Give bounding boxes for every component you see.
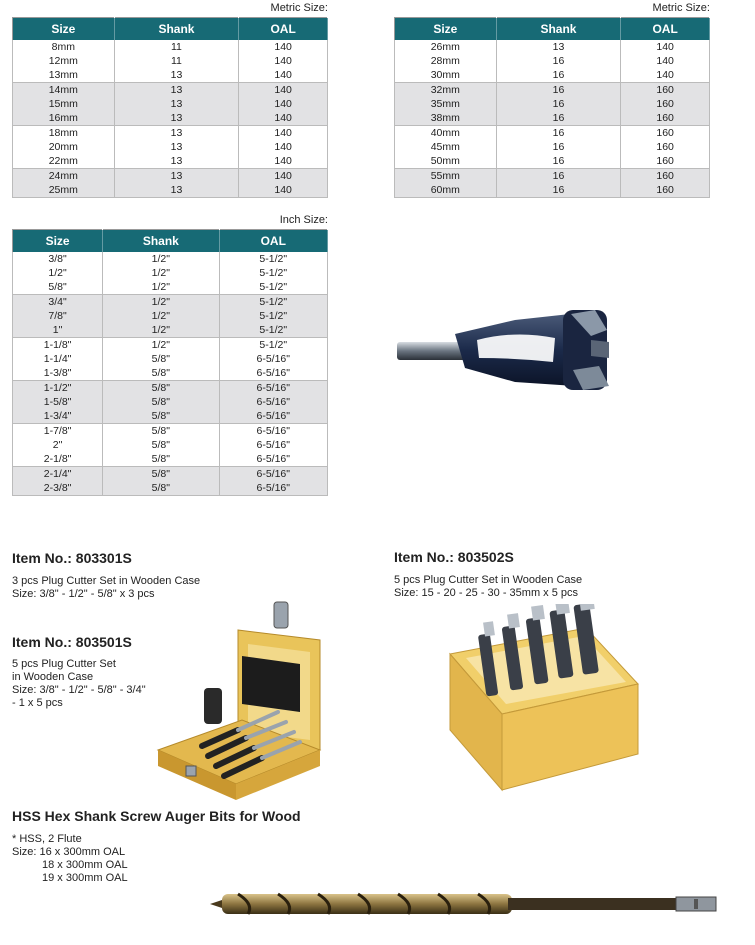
oal-cell: 160 bbox=[621, 111, 710, 126]
size-cell: 40mm bbox=[395, 126, 497, 141]
shank-cell: 16 bbox=[496, 169, 621, 184]
metric-table-right bbox=[394, 17, 710, 198]
oal-cell: 6-5/16" bbox=[219, 352, 327, 366]
shank-cell: 1/2" bbox=[103, 252, 219, 266]
item-803501-line1: 5 pcs Plug Cutter Set bbox=[12, 658, 116, 670]
size-cell: 1-3/8" bbox=[13, 366, 103, 381]
auger-line1: * HSS, 2 Flute bbox=[12, 833, 82, 845]
inch-row bbox=[13, 252, 328, 266]
inch-table bbox=[12, 229, 328, 496]
oal-cell: 5-1/2" bbox=[219, 252, 327, 266]
size-cell: 1-5/8" bbox=[13, 395, 103, 409]
oal-cell: 140 bbox=[621, 54, 710, 68]
inch-header bbox=[13, 230, 328, 253]
oal-cell: 5-1/2" bbox=[219, 295, 327, 310]
col-shank: Shank bbox=[496, 18, 621, 41]
metric-left-row bbox=[13, 54, 328, 68]
shank-cell: 13 bbox=[114, 154, 239, 169]
col-shank: Shank bbox=[114, 18, 239, 41]
oal-cell: 140 bbox=[239, 140, 328, 154]
size-cell: 5/8" bbox=[13, 280, 103, 295]
inch-row bbox=[13, 409, 328, 424]
inch-row bbox=[13, 352, 328, 366]
oal-cell: 5-1/2" bbox=[219, 323, 327, 338]
col-oal: OAL bbox=[239, 18, 328, 41]
size-cell: 32mm bbox=[395, 83, 497, 98]
oal-cell: 140 bbox=[239, 126, 328, 141]
wooden-case-803501-image bbox=[150, 600, 330, 810]
size-cell: 2-1/8" bbox=[13, 452, 103, 467]
inch-row bbox=[13, 295, 328, 310]
item-803301-line2: Size: 3/8" - 1/2" - 5/8" x 3 pcs bbox=[12, 588, 155, 600]
shank-cell: 5/8" bbox=[103, 481, 219, 496]
metric-right-row bbox=[395, 169, 710, 184]
metric-right-row bbox=[395, 97, 710, 111]
oal-cell: 140 bbox=[621, 68, 710, 83]
size-cell: 1" bbox=[13, 323, 103, 338]
oal-cell: 6-5/16" bbox=[219, 438, 327, 452]
oal-cell: 6-5/16" bbox=[219, 395, 327, 409]
size-cell: 2-3/8" bbox=[13, 481, 103, 496]
shank-cell: 16 bbox=[496, 154, 621, 169]
size-cell: 7/8" bbox=[13, 309, 103, 323]
inch-row bbox=[13, 309, 328, 323]
inch-caption: Inch Size: bbox=[279, 214, 328, 226]
inch-row bbox=[13, 338, 328, 353]
metric-right-row bbox=[395, 54, 710, 68]
oal-cell: 140 bbox=[239, 97, 328, 111]
item-803501-line2: in Wooden Case bbox=[12, 671, 94, 683]
inch-row bbox=[13, 266, 328, 280]
size-cell: 12mm bbox=[13, 54, 115, 68]
item-803502-block bbox=[394, 549, 694, 600]
metric-table-left bbox=[12, 17, 328, 198]
wooden-case-803502-image bbox=[446, 604, 646, 794]
metric-right-row bbox=[395, 126, 710, 141]
col-oal: OAL bbox=[219, 230, 327, 253]
item-803501-line3: Size: 3/8" - 1/2" - 5/8" - 3/4" bbox=[12, 684, 146, 696]
shank-cell: 1/2" bbox=[103, 338, 219, 353]
size-cell: 16mm bbox=[13, 111, 115, 126]
shank-cell: 16 bbox=[496, 126, 621, 141]
inch-table-block bbox=[12, 214, 328, 496]
size-cell: 18mm bbox=[13, 126, 115, 141]
size-cell: 1-1/8" bbox=[13, 338, 103, 353]
oal-cell: 6-5/16" bbox=[219, 481, 327, 496]
size-cell: 1-1/2" bbox=[13, 381, 103, 396]
oal-cell: 160 bbox=[621, 169, 710, 184]
size-cell: 20mm bbox=[13, 140, 115, 154]
col-shank: Shank bbox=[103, 230, 219, 253]
auger-title: HSS Hex Shank Screw Auger Bits for Wood bbox=[12, 808, 301, 824]
inch-row bbox=[13, 452, 328, 467]
item-803301-line1: 3 pcs Plug Cutter Set in Wooden Case bbox=[12, 575, 201, 587]
oal-cell: 160 bbox=[621, 97, 710, 111]
size-cell: 3/4" bbox=[13, 295, 103, 310]
item-803501-line4: - 1 x 5 pcs bbox=[12, 697, 63, 709]
shank-cell: 16 bbox=[496, 111, 621, 126]
shank-cell: 16 bbox=[496, 83, 621, 98]
shank-cell: 1/2" bbox=[103, 280, 219, 295]
shank-cell: 13 bbox=[114, 169, 239, 184]
oal-cell: 6-5/16" bbox=[219, 366, 327, 381]
col-size: Size bbox=[395, 18, 497, 41]
metric-left-header bbox=[13, 18, 328, 41]
shank-cell: 13 bbox=[114, 68, 239, 83]
size-cell: 55mm bbox=[395, 169, 497, 184]
oal-cell: 160 bbox=[621, 83, 710, 98]
oal-cell: 140 bbox=[239, 40, 328, 54]
item-803502-line2: Size: 15 - 20 - 25 - 30 - 35mm x 5 pcs bbox=[394, 587, 579, 599]
oal-cell: 140 bbox=[239, 183, 328, 198]
shank-cell: 5/8" bbox=[103, 467, 219, 482]
oal-cell: 140 bbox=[239, 83, 328, 98]
shank-cell: 5/8" bbox=[103, 409, 219, 424]
oal-cell: 160 bbox=[621, 154, 710, 169]
shank-cell: 11 bbox=[114, 54, 239, 68]
oal-cell: 6-5/16" bbox=[219, 381, 327, 396]
inch-row bbox=[13, 438, 328, 452]
size-cell: 22mm bbox=[13, 154, 115, 169]
size-cell: 38mm bbox=[395, 111, 497, 126]
item-803301-block bbox=[12, 550, 272, 601]
metric-right-row bbox=[395, 83, 710, 98]
size-cell: 8mm bbox=[13, 40, 115, 54]
size-cell: 1-7/8" bbox=[13, 424, 103, 439]
oal-cell: 140 bbox=[239, 169, 328, 184]
oal-cell: 160 bbox=[621, 183, 710, 198]
shank-cell: 5/8" bbox=[103, 366, 219, 381]
shank-cell: 16 bbox=[496, 68, 621, 83]
metric-caption-left: Metric Size: bbox=[270, 2, 328, 14]
shank-cell: 13 bbox=[114, 183, 239, 198]
oal-cell: 6-5/16" bbox=[219, 467, 327, 482]
metric-left-row bbox=[13, 97, 328, 111]
inch-row bbox=[13, 323, 328, 338]
item-803501-title: Item No.: 803501S bbox=[12, 634, 132, 650]
auger-bit-image bbox=[208, 880, 728, 930]
metric-left-row bbox=[13, 169, 328, 184]
oal-cell: 5-1/2" bbox=[219, 309, 327, 323]
size-cell: 50mm bbox=[395, 154, 497, 169]
shank-cell: 16 bbox=[496, 183, 621, 198]
metric-right-header bbox=[395, 18, 710, 41]
item-803502-title: Item No.: 803502S bbox=[394, 549, 514, 565]
size-cell: 24mm bbox=[13, 169, 115, 184]
size-cell: 30mm bbox=[395, 68, 497, 83]
oal-cell: 140 bbox=[239, 68, 328, 83]
inch-row bbox=[13, 395, 328, 409]
oal-cell: 160 bbox=[621, 126, 710, 141]
oal-cell: 5-1/2" bbox=[219, 338, 327, 353]
col-oal: OAL bbox=[621, 18, 710, 41]
shank-cell: 13 bbox=[114, 97, 239, 111]
size-cell: 25mm bbox=[13, 183, 115, 198]
metric-left-row bbox=[13, 83, 328, 98]
shank-cell: 16 bbox=[496, 140, 621, 154]
shank-cell: 1/2" bbox=[103, 295, 219, 310]
metric-left-row bbox=[13, 154, 328, 169]
oal-cell: 5-1/2" bbox=[219, 280, 327, 295]
shank-cell: 1/2" bbox=[103, 323, 219, 338]
metric-caption-right: Metric Size: bbox=[652, 2, 710, 14]
size-cell: 35mm bbox=[395, 97, 497, 111]
size-cell: 15mm bbox=[13, 97, 115, 111]
oal-cell: 6-5/16" bbox=[219, 452, 327, 467]
item-803301-title: Item No.: 803301S bbox=[12, 550, 132, 566]
size-cell: 45mm bbox=[395, 140, 497, 154]
metric-right-row bbox=[395, 40, 710, 54]
oal-cell: 140 bbox=[239, 154, 328, 169]
shank-cell: 1/2" bbox=[103, 266, 219, 280]
shank-cell: 5/8" bbox=[103, 381, 219, 396]
oal-cell: 140 bbox=[239, 111, 328, 126]
shank-cell: 5/8" bbox=[103, 424, 219, 439]
size-cell: 14mm bbox=[13, 83, 115, 98]
shank-cell: 5/8" bbox=[103, 352, 219, 366]
inch-row bbox=[13, 481, 328, 496]
shank-cell: 5/8" bbox=[103, 395, 219, 409]
size-cell: 28mm bbox=[395, 54, 497, 68]
oal-cell: 140 bbox=[239, 54, 328, 68]
size-cell: 26mm bbox=[395, 40, 497, 54]
auger-line3: 18 x 300mm OAL bbox=[42, 859, 128, 871]
size-cell: 1/2" bbox=[13, 266, 103, 280]
size-cell: 1-1/4" bbox=[13, 352, 103, 366]
size-cell: 60mm bbox=[395, 183, 497, 198]
shank-cell: 13 bbox=[114, 140, 239, 154]
oal-cell: 6-5/16" bbox=[219, 424, 327, 439]
metric-table-right-block bbox=[394, 2, 710, 198]
metric-right-row bbox=[395, 154, 710, 169]
auger-line4: 19 x 300mm OAL bbox=[42, 872, 128, 884]
inch-row bbox=[13, 381, 328, 396]
oal-cell: 160 bbox=[621, 140, 710, 154]
metric-left-row bbox=[13, 126, 328, 141]
size-cell: 3/8" bbox=[13, 252, 103, 266]
metric-left-row bbox=[13, 111, 328, 126]
metric-left-row bbox=[13, 40, 328, 54]
auger-line2: Size: 16 x 300mm OAL bbox=[12, 846, 126, 858]
size-cell: 2-1/4" bbox=[13, 467, 103, 482]
shank-cell: 13 bbox=[496, 40, 621, 54]
metric-right-row bbox=[395, 68, 710, 83]
shank-cell: 5/8" bbox=[103, 438, 219, 452]
metric-right-row bbox=[395, 111, 710, 126]
size-cell: 1-3/4" bbox=[13, 409, 103, 424]
oal-cell: 5-1/2" bbox=[219, 266, 327, 280]
inch-row bbox=[13, 467, 328, 482]
size-cell: 2" bbox=[13, 438, 103, 452]
plug-cutter-image bbox=[395, 300, 635, 400]
oal-cell: 6-5/16" bbox=[219, 409, 327, 424]
shank-cell: 16 bbox=[496, 97, 621, 111]
inch-row bbox=[13, 280, 328, 295]
item-803502-line1: 5 pcs Plug Cutter Set in Wooden Case bbox=[394, 574, 583, 586]
metric-table-left-block bbox=[12, 2, 328, 198]
col-size: Size bbox=[13, 230, 103, 253]
shank-cell: 1/2" bbox=[103, 309, 219, 323]
inch-row bbox=[13, 366, 328, 381]
metric-right-row bbox=[395, 183, 710, 198]
metric-left-row bbox=[13, 183, 328, 198]
inch-row bbox=[13, 424, 328, 439]
metric-right-row bbox=[395, 140, 710, 154]
shank-cell: 5/8" bbox=[103, 452, 219, 467]
metric-left-row bbox=[13, 140, 328, 154]
shank-cell: 11 bbox=[114, 40, 239, 54]
col-size: Size bbox=[13, 18, 115, 41]
shank-cell: 13 bbox=[114, 111, 239, 126]
shank-cell: 16 bbox=[496, 54, 621, 68]
auger-block bbox=[12, 808, 372, 885]
metric-left-row bbox=[13, 68, 328, 83]
size-cell: 13mm bbox=[13, 68, 115, 83]
shank-cell: 13 bbox=[114, 83, 239, 98]
oal-cell: 140 bbox=[621, 40, 710, 54]
shank-cell: 13 bbox=[114, 126, 239, 141]
